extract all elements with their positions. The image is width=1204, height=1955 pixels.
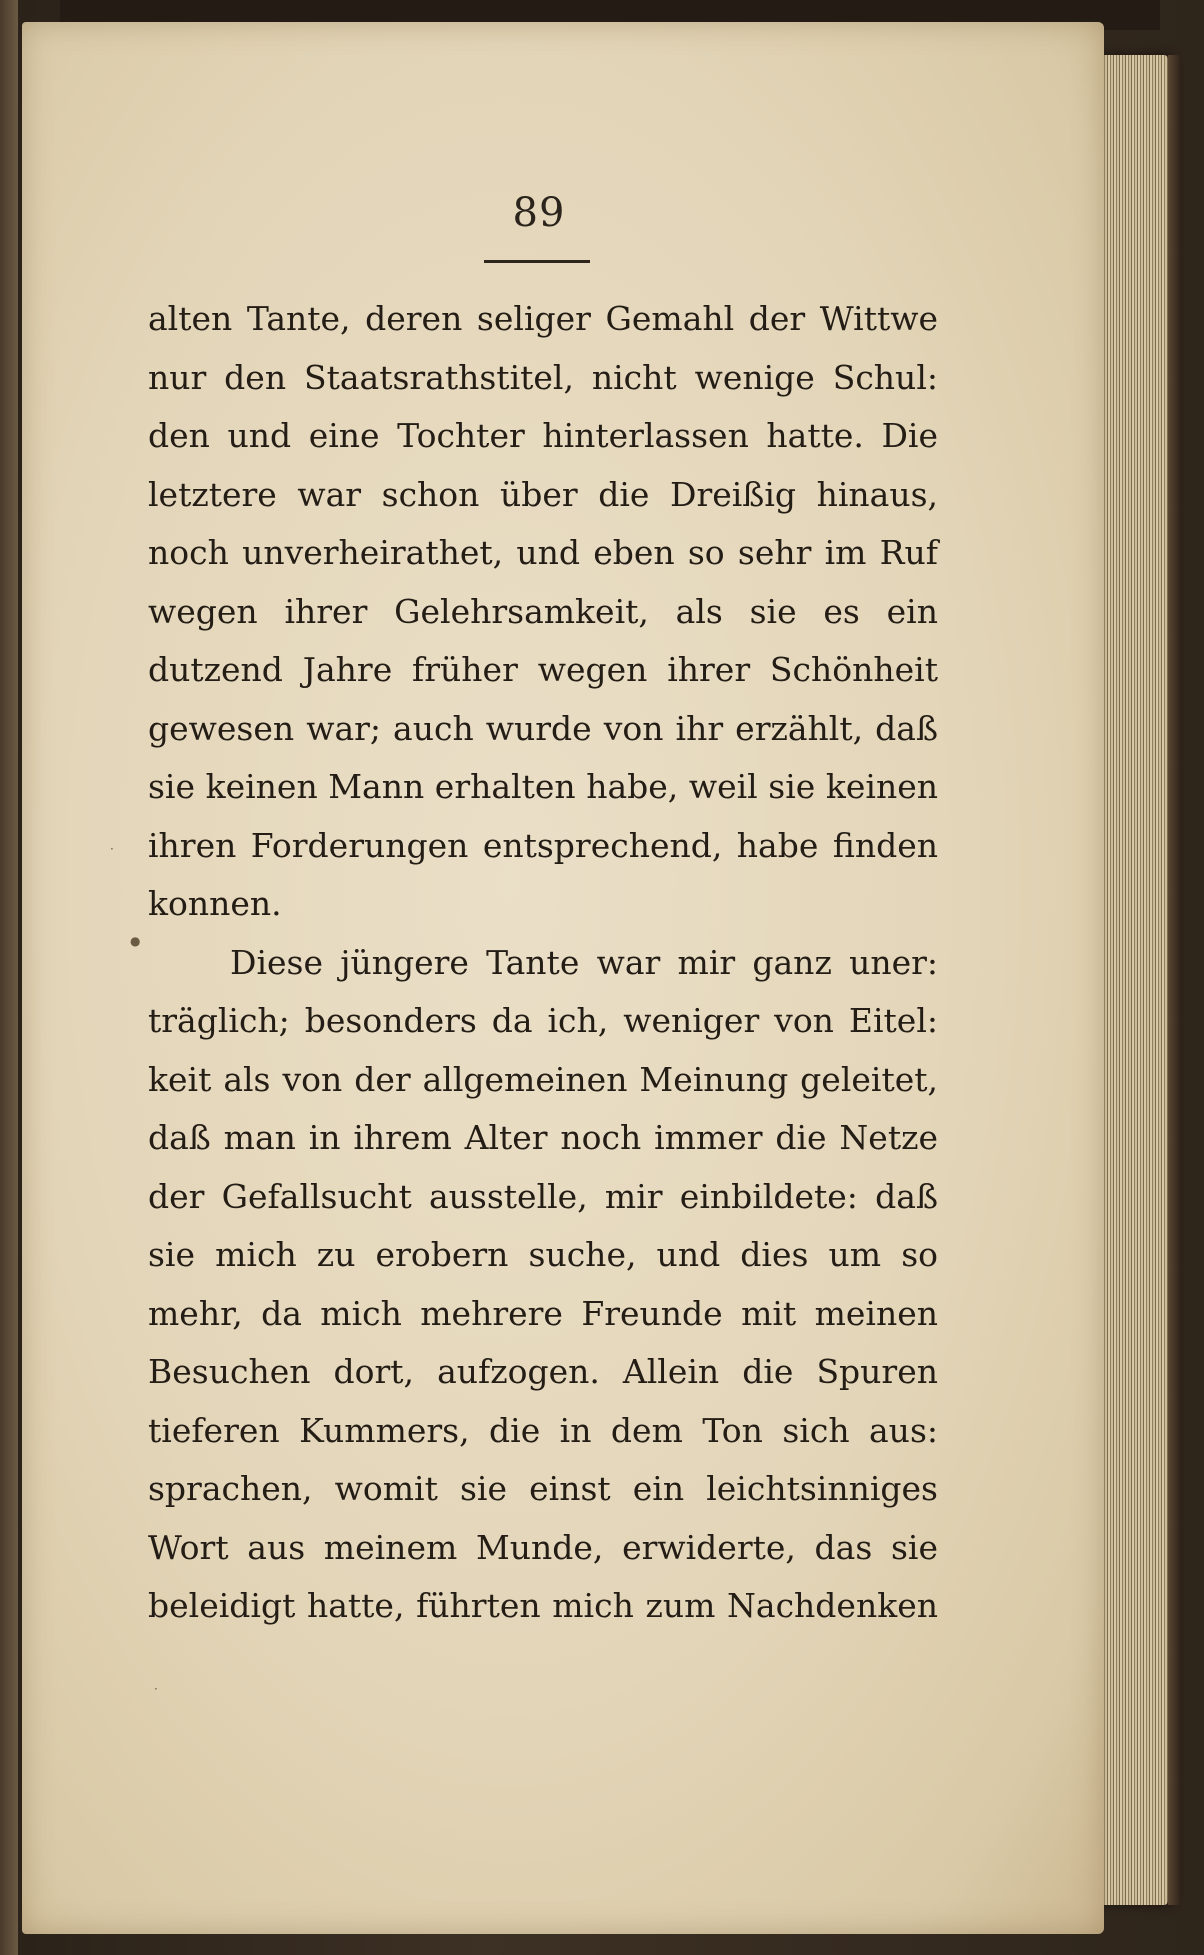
text-line: beleidigt hatte, führten mich zum Nachdenken — [148, 1586, 938, 1625]
ink-speck: ● — [130, 934, 141, 948]
page-body-text — [148, 290, 938, 1636]
text-line: noch unverheirathet, und eben so sehr im Ruf — [148, 533, 938, 572]
text-line: sie keinen Mann erhalten habe, weil sie keinen — [148, 767, 938, 806]
text-line: mehr, da mich mehrere Freunde mit meinen — [148, 1293, 938, 1333]
book-page — [22, 22, 1104, 1934]
text-line: den und eine Tochter hinterlassen hatte. Die — [148, 416, 938, 455]
text-line: gewesen war; auch wurde von ihr erzählt, daß — [148, 708, 938, 748]
page-number: 89 — [512, 190, 566, 236]
text-line: tieferen Kummers, die in dem Ton sich aus: — [148, 1410, 938, 1450]
text-line: Wort aus meinem Munde, erwiderte, das sie — [148, 1527, 938, 1567]
text-line: sprachen, womit sie einst ein leichtsinniges — [148, 1469, 938, 1508]
text-line: daß man in ihrem Alter noch immer die Netze — [148, 1118, 938, 1157]
text-line: der Gefallsucht ausstelle, mir einbildete: daß — [148, 1176, 938, 1216]
book-cover-edge — [0, 0, 18, 1955]
text-line: träglich; besonders da ich, weniger von Eitel: — [148, 1001, 938, 1040]
text-line: Besuchen dort, aufzogen. Allein die Spuren — [148, 1352, 938, 1391]
text-line: nur den Staatsrathstitel, nicht wenige Schul: — [148, 357, 938, 397]
text-line: sie mich zu erobern suche, und dies um so — [148, 1235, 938, 1274]
ink-speck: · — [110, 842, 114, 856]
text-line: keit als von der allgemeinen Meinung geleitet, — [148, 1059, 938, 1099]
header-rule — [484, 260, 590, 263]
text-line: letztere war schon über die Dreißig hinaus, — [148, 474, 938, 514]
text-line: alten Tante, deren seliger Gemahl der Wittwe — [148, 299, 938, 338]
text-line: ihren Forderungen entsprechend, habe finden — [148, 825, 938, 865]
text-line-paragraph-start: Diese jüngere Tante war mir ganz uner: — [230, 942, 938, 982]
ink-speck: · — [154, 1682, 158, 1696]
text-line-paragraph-end: konnen. — [148, 884, 282, 923]
text-line: dutzend Jahre früher wegen ihrer Schönheit — [148, 650, 938, 689]
text-line: wegen ihrer Gelehrsamkeit, als sie es ein — [148, 591, 938, 631]
